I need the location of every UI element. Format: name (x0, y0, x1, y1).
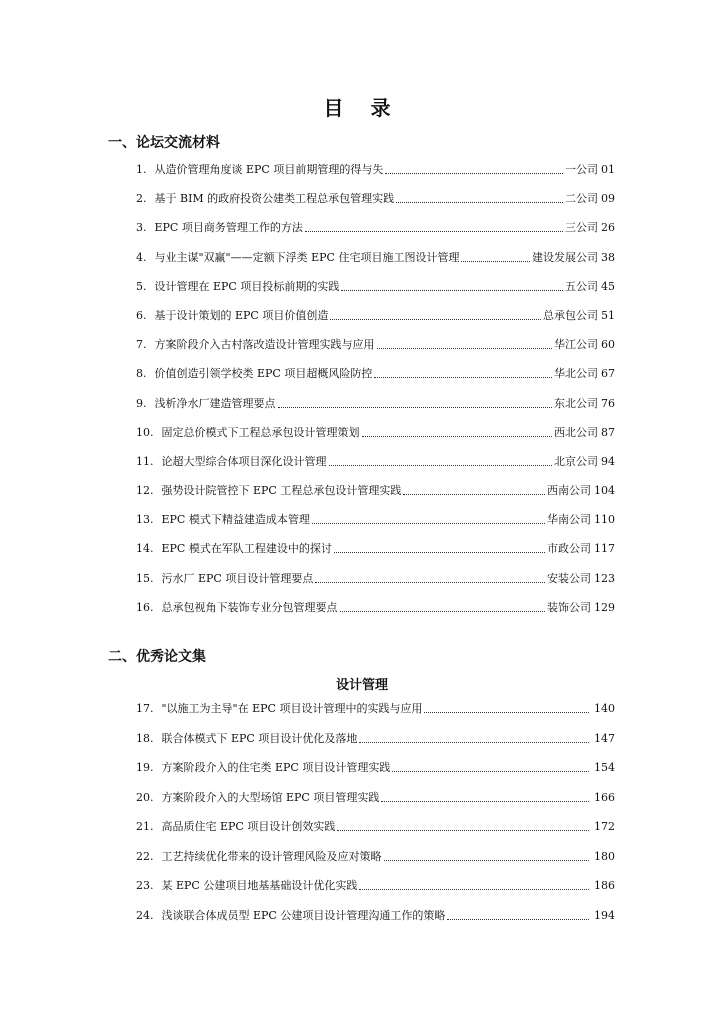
toc-entry-page: 140 (594, 702, 615, 715)
toc-entry-number: 5. (136, 279, 147, 293)
toc-entry-leader (385, 173, 563, 174)
toc-entry-leader (315, 582, 545, 583)
toc-entry-leader (461, 261, 530, 262)
toc-entry[interactable] (136, 425, 615, 441)
toc-entry-organization: 华南公司 (547, 513, 591, 527)
toc-entry-page: 104 (594, 484, 615, 498)
toc-entry-title: 设计管理在 EPC 项目投标前期的实践 (154, 279, 340, 293)
toc-entry[interactable] (136, 908, 615, 924)
toc-entry-title: 基于设计策划的 EPC 项目价值创造 (154, 308, 329, 322)
toc-entry-title: 污水厂 EPC 项目设计管理要点 (161, 571, 314, 585)
toc-entry-leader (341, 290, 563, 291)
toc-entry-leader (278, 407, 553, 408)
toc-entry-number: 23. (136, 879, 154, 892)
toc-entry-title: 与业主谋"双赢"——定额下浮类 EPC 住宅项目施工图设计管理 (154, 250, 460, 264)
toc-entry-title: 方案阶段介入古村落改造设计管理实践与应用 (154, 338, 375, 352)
toc-entry-number: 15. (136, 571, 154, 585)
toc-entry[interactable] (136, 308, 615, 324)
toc-entry-number: 10. (136, 425, 154, 439)
toc-entry-number: 8. (136, 367, 147, 381)
toc-entry-page: 09 (601, 192, 615, 206)
toc-entry-page: 38 (601, 250, 615, 264)
toc-entry-number: 9. (136, 396, 147, 410)
toc-entry[interactable] (136, 731, 615, 747)
section-heading-forum: 一、论坛交流材料 (108, 135, 220, 151)
toc-entry-page: 172 (594, 820, 615, 833)
toc-entry[interactable] (136, 483, 615, 499)
toc-entry-number: 17. (136, 702, 154, 715)
toc-entry-number: 13. (136, 513, 154, 527)
subheading-design-management: 设计管理 (335, 678, 388, 693)
toc-entry-title: EPC 模式在军队工程建设中的探讨 (161, 542, 332, 556)
toc-entry-leader (340, 611, 546, 612)
toc-entry-leader (329, 465, 553, 466)
toc-entry[interactable] (136, 541, 615, 557)
toc-entry[interactable] (136, 396, 615, 412)
toc-entry-title: 方案阶段介入的住宅类 EPC 项目设计管理实践 (161, 761, 391, 774)
toc-entry-leader (374, 377, 552, 378)
toc-entry-number: 16. (136, 600, 154, 614)
toc-entry-organization: 东北公司 (554, 396, 598, 410)
toc-entry-number: 2. (136, 192, 147, 206)
toc-entry-leader (359, 742, 589, 743)
toc-entry-organization: 华江公司 (554, 338, 598, 352)
toc-entry-title: 某 EPC 公建项目地基基础设计优化实践 (161, 879, 358, 892)
toc-entry-organization: 装饰公司 (547, 600, 591, 614)
toc-entry-page: 117 (594, 542, 615, 556)
toc-entry[interactable] (136, 191, 615, 207)
toc-entry-number: 6. (136, 308, 147, 322)
toc-entry-title: 联合体模式下 EPC 项目设计优化及落地 (161, 731, 358, 745)
toc-entry-organization: 北京公司 (554, 454, 598, 468)
toc-entry-page: 26 (601, 221, 615, 235)
toc-entry-organization: 华北公司 (554, 367, 598, 381)
toc-entry-number: 7. (136, 338, 147, 352)
toc-entry-number: 14. (136, 542, 154, 556)
toc-entry-organization: 西南公司 (547, 484, 591, 498)
toc-entry-leader (337, 830, 589, 831)
toc-entry-leader (334, 552, 545, 553)
toc-entry-title: 工艺持续优化带来的设计管理风险及应对策略 (161, 849, 382, 863)
toc-entry-leader (362, 436, 553, 437)
toc-entry-organization: 市政公司 (547, 542, 591, 556)
toc-entry-page: 180 (594, 849, 615, 863)
toc-entry-number: 24. (136, 908, 154, 922)
toc-entry[interactable] (136, 701, 615, 717)
toc-entry-title: 方案阶段介入的大型场馆 EPC 项目管理实践 (161, 790, 380, 804)
toc-entry-leader (305, 231, 563, 232)
toc-entry[interactable] (136, 760, 615, 776)
toc-entry[interactable] (136, 849, 615, 865)
toc-entry[interactable] (136, 337, 615, 353)
toc-entry-organization: 二公司 (565, 192, 598, 206)
toc-entry-number: 3. (136, 221, 147, 235)
toc-entry-page: 01 (601, 163, 615, 176)
toc-entry-title: 高品质住宅 EPC 项目设计创效实践 (161, 820, 336, 833)
toc-entry[interactable] (136, 162, 615, 178)
toc-entry-organization: 三公司 (565, 221, 598, 235)
toc-entry-page: 147 (594, 731, 615, 745)
toc-entry-leader (447, 919, 589, 920)
toc-entry[interactable] (136, 220, 615, 236)
toc-entry-page: 166 (594, 790, 615, 804)
toc-entry-title: 总承包视角下装饰专业分包管理要点 (161, 600, 338, 614)
toc-entry-page: 186 (594, 879, 615, 892)
toc-entry-organization: 总承包公司 (543, 308, 598, 322)
toc-list-papers (136, 701, 615, 924)
toc-entry-title: 论超大型综合体项目深化设计管理 (161, 454, 327, 468)
toc-entry-leader (396, 202, 563, 203)
toc-entry-page: 123 (594, 571, 615, 585)
toc-entry-title: 强势设计院管控下 EPC 工程总承包设计管理实践 (161, 484, 402, 498)
toc-entry[interactable] (136, 366, 615, 382)
toc-entry-leader (424, 712, 589, 713)
toc-entry-title: 浅析净水厂建造管理要点 (154, 396, 276, 410)
toc-entry-title: EPC 模式下精益建造成本管理 (161, 513, 310, 527)
toc-entry-page: 76 (601, 396, 615, 410)
toc-entry-organization: 一公司 (565, 163, 598, 176)
toc-entry-number: 4. (136, 250, 147, 264)
toc-entry-page: 154 (594, 761, 615, 774)
toc-entry-page: 67 (601, 367, 615, 381)
toc-entry-organization: 西北公司 (554, 425, 598, 439)
toc-entry-number: 1. (136, 163, 147, 176)
toc-entry-title: 浅谈联合体成员型 EPC 公建项目设计管理沟通工作的策略 (161, 908, 446, 922)
toc-entry-leader (384, 860, 590, 861)
toc-entry-number: 19. (136, 761, 154, 774)
toc-entry-number: 11. (136, 454, 154, 468)
toc-entry-leader (403, 494, 545, 495)
toc-entry-page: 45 (601, 279, 615, 293)
toc-entry-leader (392, 771, 589, 772)
toc-entry[interactable] (136, 878, 615, 894)
toc-entry-organization: 五公司 (565, 279, 598, 293)
section-heading-papers: 二、优秀论文集 (108, 649, 206, 665)
toc-entry-leader (377, 348, 553, 349)
toc-entry-page: 110 (594, 513, 615, 527)
toc-entry-page: 60 (601, 338, 615, 352)
page-title: 目 录 (323, 96, 401, 120)
toc-entry[interactable] (136, 279, 615, 295)
toc-entry-leader (312, 523, 545, 524)
toc-entry-number: 22. (136, 849, 154, 863)
toc-entry-organization: 建设发展公司 (532, 250, 598, 264)
toc-entry[interactable] (136, 250, 615, 266)
toc-entry-number: 20. (136, 790, 154, 804)
toc-entry-leader (330, 319, 541, 320)
toc-entry-title: 固定总价模式下工程总承包设计管理策划 (161, 425, 360, 439)
toc-entry-title: "以施工为主导"在 EPC 项目设计管理中的实践与应用 (161, 702, 423, 715)
toc-entry[interactable] (136, 512, 615, 528)
toc-entry-leader (359, 889, 589, 890)
toc-entry-organization: 安装公司 (547, 571, 591, 585)
toc-entry[interactable] (136, 790, 615, 806)
toc-entry[interactable] (136, 454, 615, 470)
toc-entry[interactable] (136, 600, 615, 616)
toc-entry-title: 基于 BIM 的政府投资公建类工程总承包管理实践 (154, 192, 395, 206)
toc-entry-number: 12. (136, 484, 154, 498)
toc-entry-page: 51 (601, 308, 615, 322)
toc-entry-number: 18. (136, 731, 154, 745)
toc-entry[interactable] (136, 571, 615, 587)
toc-entry-title: 从造价管理角度谈 EPC 项目前期管理的得与失 (154, 163, 384, 176)
toc-entry-page: 194 (594, 908, 615, 922)
toc-entry-title: EPC 项目商务管理工作的方法 (154, 221, 303, 235)
toc-list-forum (136, 162, 615, 616)
toc-entry-number: 21. (136, 820, 154, 833)
toc-entry-page: 87 (601, 425, 615, 439)
toc-entry-page: 129 (594, 600, 615, 614)
toc-entry[interactable] (136, 819, 615, 835)
toc-entry-leader (381, 801, 589, 802)
toc-entry-page: 94 (601, 454, 615, 468)
toc-entry-title: 价值创造引领学校类 EPC 项目超概风险防控 (154, 367, 373, 381)
